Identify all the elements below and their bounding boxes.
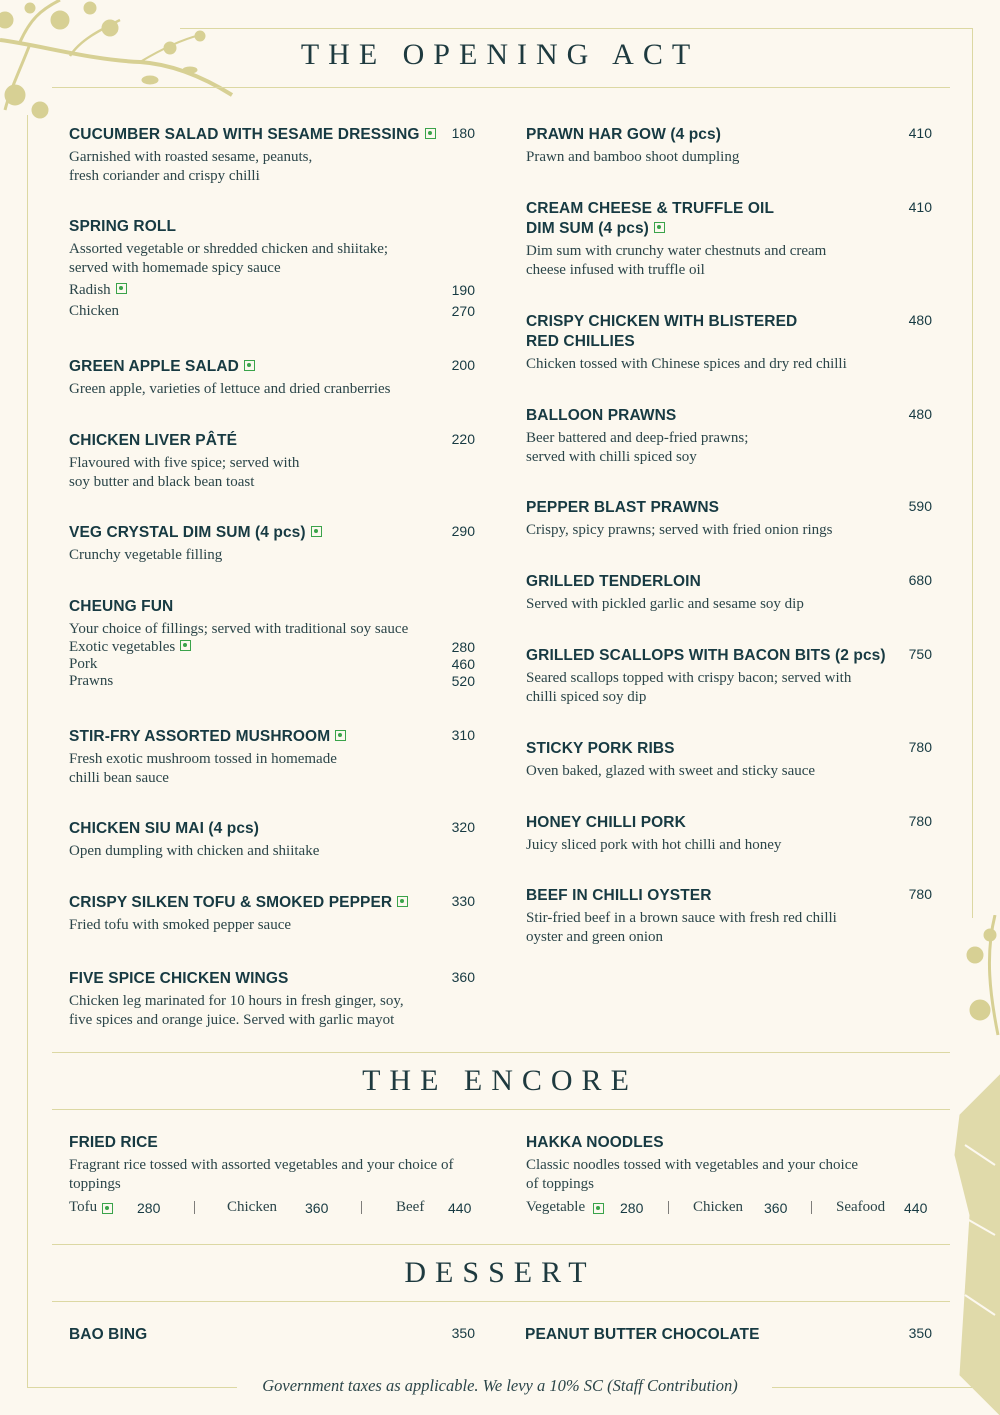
item-description: Crunchy vegetable filling xyxy=(69,547,223,563)
item-name: GREEN APPLE SALAD xyxy=(69,358,239,375)
item-description: Beer battered and deep-fried prawns; served with chilli spiced soy xyxy=(526,430,749,465)
menu-item-cucumber-salad xyxy=(69,125,475,186)
item-price: 350 xyxy=(451,1325,475,1341)
item-name: CUCUMBER SALAD WITH SESAME DRESSING xyxy=(69,126,420,143)
item-description: Stir-fried beef in a brown sauce with fresh red chilli oyster and green onion xyxy=(526,910,837,945)
item-description: Seared scallops topped with crispy bacon; served with chilli spiced soy dip xyxy=(526,670,852,705)
item-description: Dim sum with crunchy water chestnuts and cream cheese infused with truffle oil xyxy=(526,243,827,278)
veg-mark-icon xyxy=(593,1203,604,1214)
item-name: VEG CRYSTAL DIM SUM (4 pcs) xyxy=(69,524,306,541)
dessert-top-rule xyxy=(52,1244,950,1245)
item-description: Prawn and bamboo shoot dumpling xyxy=(526,149,740,165)
item-description: Oven baked, glazed with sweet and sticky sauce xyxy=(526,763,816,779)
menu-item-hakka-noodles xyxy=(526,1133,932,1194)
section-title-encore: THE ENCORE xyxy=(362,1064,638,1097)
item-description: Classic noodles tossed with vegetables and your choice of toppings xyxy=(526,1157,859,1192)
item-name: GRILLED SCALLOPS WITH BACON BITS (2 pcs) xyxy=(526,647,886,664)
item-description: Chicken leg marinated for 10 hours in fresh ginger, soy, five spices and orange juice. Served with garlic mayot xyxy=(69,993,404,1028)
menu-item-pepper-blast-prawns xyxy=(526,498,932,540)
item-name: CHICKEN SIU MAI (4 pcs) xyxy=(69,820,260,837)
option-separator: | xyxy=(360,1199,364,1215)
menu-item-crispy-silken-tofu xyxy=(69,893,475,935)
item-name: BEEF IN CHILLI OYSTER xyxy=(526,887,712,904)
menu-item-cheung-fun xyxy=(69,597,475,690)
item-price: 180 xyxy=(451,125,475,141)
frame-left-border xyxy=(27,115,28,1387)
item-name: STICKY PORK RIBS xyxy=(526,740,675,757)
veg-mark-icon xyxy=(335,730,346,741)
item-price: 220 xyxy=(451,431,475,447)
sub-option-row: Exotic vegetables 280 xyxy=(69,639,475,655)
item-description: Chicken tossed with Chinese spices and dry red chilli xyxy=(526,356,847,372)
item-price: 480 xyxy=(908,312,932,328)
item-price: 680 xyxy=(908,572,932,588)
veg-mark-icon xyxy=(180,640,191,651)
item-price: 360 xyxy=(451,969,475,985)
menu-item-five-spice-wings xyxy=(69,969,475,1030)
item-price: 350 xyxy=(908,1325,932,1341)
item-name: CRISPY SILKEN TOFU & SMOKED PEPPER xyxy=(69,894,393,911)
veg-mark-icon xyxy=(102,1203,113,1214)
item-name-line-2: DIM SUM (4 pcs) xyxy=(526,220,649,237)
floral-lantern-right-decoration xyxy=(940,915,1000,1415)
menu-item-chicken-liver-pate xyxy=(69,431,475,492)
item-description: Juicy sliced pork with hot chilli and honey xyxy=(526,837,782,853)
menu-item-balloon-prawns xyxy=(526,406,932,467)
item-price: 320 xyxy=(451,819,475,835)
item-price: 410 xyxy=(908,199,932,215)
menu-item-green-apple-salad xyxy=(69,357,475,399)
sub-option-row: Radish 190 xyxy=(69,282,475,298)
menu-item-grilled-tenderloin xyxy=(526,572,932,614)
veg-mark-icon xyxy=(311,526,322,537)
option-separator: | xyxy=(193,1199,197,1215)
item-description: Garnished with roasted sesame, peanuts, fresh coriander and crispy chilli xyxy=(69,149,313,184)
item-name: GRILLED TENDERLOIN xyxy=(526,573,701,590)
opening-title-rule xyxy=(52,87,950,88)
menu-item-beef-chilli-oyster xyxy=(526,886,932,947)
encore-bottom-rule xyxy=(52,1109,950,1110)
item-description: Open dumpling with chicken and shiitake xyxy=(69,843,320,859)
item-description: Fragrant rice tossed with assorted vegetables and your choice of toppings xyxy=(69,1157,454,1192)
section-title-dessert: DESSERT xyxy=(404,1256,596,1289)
item-description: Fried tofu with smoked pepper sauce xyxy=(69,917,292,933)
item-description: Served with pickled garlic and sesame soy dip xyxy=(526,596,804,612)
item-price: 780 xyxy=(908,739,932,755)
item-price: 200 xyxy=(451,357,475,373)
item-price: 780 xyxy=(908,886,932,902)
item-description: Your choice of fillings; served with traditional soy sauce xyxy=(69,621,409,637)
item-name: CHICKEN LIVER PÂTÉ xyxy=(69,432,238,449)
menu-item-crispy-chicken-chillies xyxy=(526,312,932,374)
footer-tax-note: Government taxes as applicable. We levy a 10% SC (Staff Contribution) xyxy=(262,1376,738,1395)
item-name: PEANUT BUTTER CHOCOLATE xyxy=(525,1326,760,1343)
item-description: Green apple, varieties of lettuce and dried cranberries xyxy=(69,381,391,397)
item-name: FIVE SPICE CHICKEN WINGS xyxy=(69,970,289,987)
menu-item-spring-roll xyxy=(69,217,475,320)
item-price: 410 xyxy=(908,125,932,141)
item-name: SPRING ROLL xyxy=(69,218,177,235)
sub-option-row: Prawns 520 xyxy=(69,673,475,689)
veg-mark-icon xyxy=(425,128,436,139)
item-description: Flavoured with five spice; served with soy butter and black bean toast xyxy=(69,455,300,490)
item-name: CREAM CHEESE & TRUFFLE OIL xyxy=(526,200,775,217)
veg-mark-icon xyxy=(654,222,665,233)
section-title-opening-act: THE OPENING ACT xyxy=(300,38,700,71)
item-description: Assorted vegetable or shredded chicken and shiitake; served with homemade spicy sauce xyxy=(69,241,389,276)
item-price: 330 xyxy=(451,893,475,909)
item-name: PEPPER BLAST PRAWNS xyxy=(526,499,720,516)
encore-top-rule xyxy=(52,1052,950,1053)
item-name: CRISPY CHICKEN WITH BLISTERED xyxy=(526,313,798,330)
menu-item-veg-crystal-dim-sum xyxy=(69,523,475,565)
item-name: HONEY CHILLI PORK xyxy=(526,814,686,831)
menu-item-fried-rice xyxy=(69,1133,475,1194)
item-price: 290 xyxy=(451,523,475,539)
frame-top-border xyxy=(180,28,973,29)
item-description: Crispy, spicy prawns; served with fried onion rings xyxy=(526,522,833,538)
menu-item-grilled-scallops xyxy=(526,646,932,707)
item-name: BAO BING xyxy=(69,1326,148,1343)
menu-item-cream-cheese-truffle-dim-sum xyxy=(526,199,932,280)
dessert-bottom-rule xyxy=(52,1301,950,1302)
option-separator: | xyxy=(810,1199,814,1215)
veg-mark-icon xyxy=(397,896,408,907)
item-name: STIR-FRY ASSORTED MUSHROOM xyxy=(69,728,331,745)
sub-option-row: Pork 460 xyxy=(69,656,475,672)
item-price: 780 xyxy=(908,813,932,829)
menu-item-peanut-butter-chocolate xyxy=(525,1325,932,1345)
sub-option-row: Chicken 270 xyxy=(69,303,475,319)
item-name: PRAWN HAR GOW (4 pcs) xyxy=(526,126,721,143)
item-price: 480 xyxy=(908,406,932,422)
item-name: CHEUNG FUN xyxy=(69,598,174,615)
item-name: HAKKA NOODLES xyxy=(526,1134,664,1151)
menu-item-stir-fry-mushroom xyxy=(69,727,475,788)
veg-mark-icon xyxy=(116,283,127,294)
item-name: FRIED RICE xyxy=(69,1134,158,1151)
menu-item-honey-chilli-pork xyxy=(526,813,932,855)
item-name-line-2: RED CHILLIES xyxy=(526,333,635,350)
option-separator: | xyxy=(667,1199,671,1215)
item-name: BALLOON PRAWNS xyxy=(526,407,677,424)
menu-item-chicken-siu-mai xyxy=(69,819,475,861)
menu-item-prawn-har-gow xyxy=(526,125,932,167)
item-description: Fresh exotic mushroom tossed in homemade chilli bean sauce xyxy=(69,751,337,786)
item-price: 750 xyxy=(908,646,932,662)
menu-item-sticky-pork-ribs xyxy=(526,739,932,781)
frame-right-border xyxy=(972,28,973,918)
item-price: 310 xyxy=(451,727,475,743)
veg-mark-icon xyxy=(244,360,255,371)
menu-item-bao-bing xyxy=(69,1325,475,1345)
item-price: 590 xyxy=(908,498,932,514)
